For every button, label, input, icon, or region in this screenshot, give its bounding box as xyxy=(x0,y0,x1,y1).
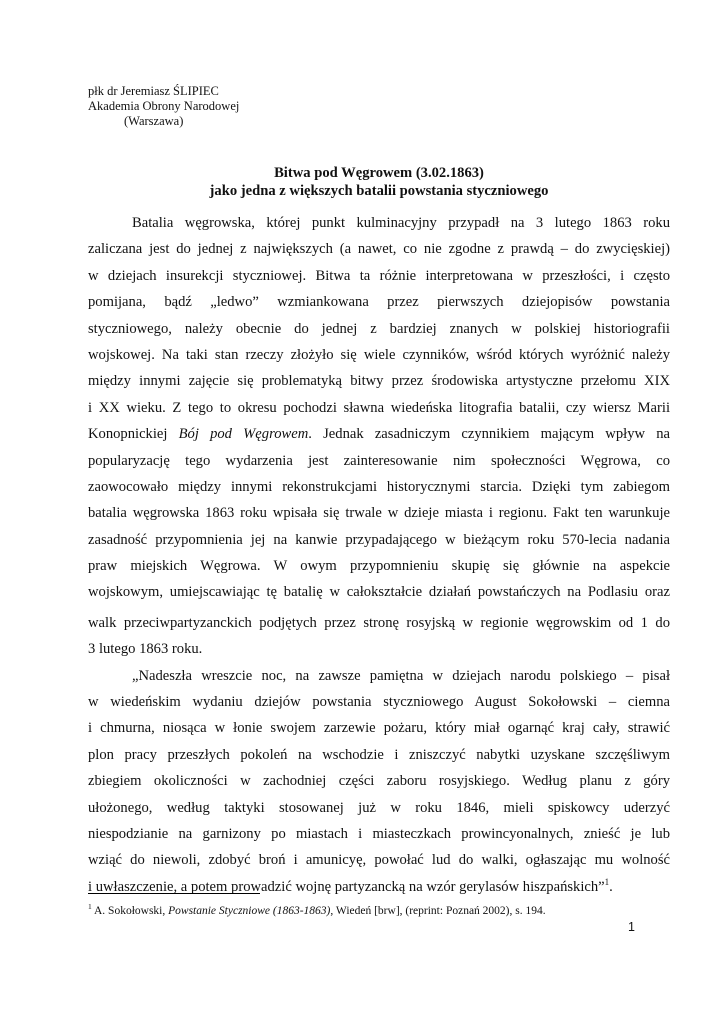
footnote-separator xyxy=(88,893,260,894)
quote-line: „Nadeszła wreszcie noc, na zawsze pamiętna w dziejach narodu polskiego – pisał xyxy=(132,667,670,684)
title-line-2: jako jedna z większych batalii powstania styczniowego xyxy=(209,183,549,199)
poem-title: Bój pod Węgrowem xyxy=(178,426,309,443)
footnote-text: A. Sokołowski, xyxy=(91,905,169,917)
footnote-book-title: Powstanie Styczniowe (1863-1863) xyxy=(168,905,331,917)
body-line-with-poem-title xyxy=(88,421,670,447)
body-line: batalia węgrowska 1863 roku wpisała się trwale w dzieje miasta i regionu. Fakt ten warunkuje xyxy=(88,505,670,522)
footnote xyxy=(88,904,546,918)
body-line: i XX wieku. Z tego to okresu pochodzi sławna wiedeńska litografia batalii, czy wiersz Marii xyxy=(88,399,670,416)
body-line: między innymi zajęcie się problematyką bitwy przez środowiska artystyczne przełomu XIX xyxy=(88,373,670,390)
body-line: praw miejskich Węgrowa. W owym przypomnieniu skupię się głównie na aspekcie xyxy=(88,558,670,575)
body-line: wojskowym, umiejscawiając tę batalię w całokształcie działań powstańczych na Podlasiu oraz xyxy=(88,584,670,601)
footnote-reference[interactable]: 1 xyxy=(604,876,610,887)
body-text-span: . Jednak zasadniczym czynnikiem mającym wpływ na xyxy=(308,426,670,443)
quote-line: zbiegiem okoliczności w zachodniej części zaboru rosyjskiego. Według planu z góry xyxy=(88,773,670,790)
body-line: pomijana, bądź „ledwo” wzmiankowana przez pierwszych dziejopisów powstania xyxy=(88,294,670,311)
author-affiliation: Akademia Obrony Narodowej xyxy=(88,99,240,113)
body-line: Batalia węgrowska, której punkt kulminacyjny przypadł na 3 lutego 1863 roku xyxy=(132,215,670,231)
author-city: (Warszawa) xyxy=(124,114,184,128)
quote-line: w wiedeńskim wydaniu dziejów powstania styczniowego August Sokołowski – ciemna xyxy=(88,694,670,711)
paper-title xyxy=(88,164,670,200)
body-line: styczniowego, należy obecnie do jednej z bardziej znanych w polskiej historiografii xyxy=(88,320,670,337)
body-line: zaowocowało między innymi rekonstrukcjami historycznymi starcia. Dzięki tym zabiegom xyxy=(88,478,670,495)
footnote-text: , Wiedeń [brw], (reprint: Poznań 2002), s. 194. xyxy=(330,905,546,917)
body-line: w dziejach insurekcji styczniowej. Bitwa ta różnie interpretowana w przeszłości, i często xyxy=(88,267,670,284)
body-line: walk przeciwpartyzanckich podjętych przez stronę rosyjską w regionie węgrowskim od 1 do xyxy=(88,614,670,631)
title-line-1: Bitwa pod Węgrowem (3.02.1863) xyxy=(274,165,484,181)
body-text-span: i uwłaszczenie, a potem prowadzić wojnę partyzancką na wzór gerylasów hiszpańskich” xyxy=(88,878,605,895)
quote-line: plon pracy przeszłych pokoleń na wschodzie i zniszczyć nabytki uzyskane szczęśliwym xyxy=(88,746,670,763)
body-text-span: Konopnickiej xyxy=(88,426,179,443)
period: . xyxy=(609,878,613,895)
body-line: popularyzację tego wydarzenia jest zainteresowanie nim społeczności Węgrowa, co xyxy=(88,452,670,469)
quote-line: ułożonego, według taktyki stosowanej już w roku 1846, mieli spiskowcy uderzyć xyxy=(88,799,670,816)
footnote-number: 1 xyxy=(88,902,92,912)
body-text xyxy=(88,210,670,900)
author-block xyxy=(88,84,239,129)
page-number: 1 xyxy=(628,920,635,934)
quote-line: wziąć do niewoli, zdobyć broń i amunicyę, powołać lud do walki, ogłaszając mu wolność xyxy=(88,852,670,869)
body-line: wojskowej. Na taki stan rzeczy złożyło się wiele czynników, wśród których wyróżnić należy xyxy=(88,346,670,363)
quote-line-last xyxy=(88,874,670,900)
body-line: 3 lutego 1863 roku. xyxy=(88,641,203,658)
body-line: zaliczana jest do jednej z największych (a nawet, co nie zgodne z prawdą – do zwycięskiej) xyxy=(88,241,670,258)
body-line: zasadność przypomnienia jej na kanwie przypadającego w bieżącym roku 570-lecia nadania xyxy=(88,531,670,548)
quote-line: i chmurna, niosąca w łonie swojem zarzewie pożaru, który miał ogarnąć kraj cały, strawić xyxy=(88,720,670,737)
author-name: płk dr Jeremiasz ŚLIPIEC xyxy=(88,84,219,98)
quote-line: niespodzianie na garnizony po miastach i miasteczkach prowincyonalnych, znieść je lub xyxy=(88,825,670,842)
